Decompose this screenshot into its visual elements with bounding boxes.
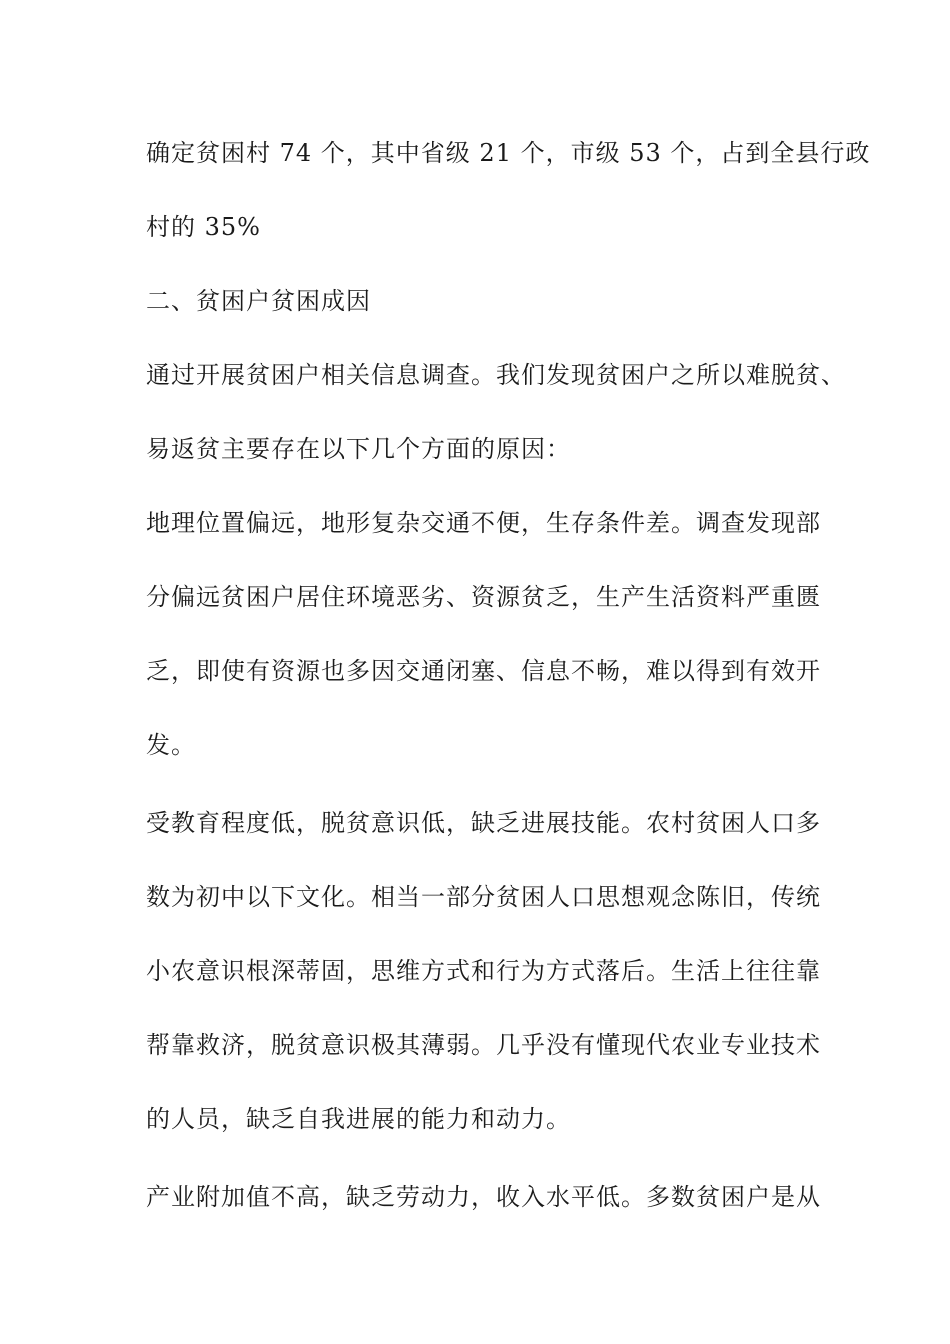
text-line: 帮靠救济，脱贫意识极其薄弱。几乎没有懂现代农业专业技术 — [146, 1031, 821, 1059]
text-line: 受教育程度低，脱贫意识低，缺乏进展技能。农村贫困人口多 — [146, 809, 821, 837]
text-line: 分偏远贫困户居住环境恶劣、资源贫乏，生产生活资料严重匮 — [146, 583, 821, 611]
text-line: 确定贫困村 74 个，其中省级 21 个，市级 53 个，占到全县行政 — [146, 139, 871, 167]
text-line: 乏，即使有资源也多因交通闭塞、信息不畅，难以得到有效开 — [146, 657, 821, 685]
text-line: 通过开展贫困户相关信息调查。我们发现贫困户之所以难脱贫、 — [146, 361, 846, 389]
section-heading: 二、贫困户贫困成因 — [146, 287, 371, 315]
text-line: 的人员，缺乏自我进展的能力和动力。 — [146, 1105, 571, 1133]
text-line: 易返贫主要存在以下几个方面的原因： — [146, 435, 571, 463]
text-line: 村的 35% — [146, 213, 261, 241]
text-line: 数为初中以下文化。相当一部分贫困人口思想观念陈旧，传统 — [146, 883, 821, 911]
text-line: 产业附加值不高，缺乏劳动力，收入水平低。多数贫困户是从 — [146, 1183, 821, 1211]
text-line: 发。 — [146, 731, 196, 759]
text-line: 地理位置偏远，地形复杂交通不便，生存条件差。调查发现部 — [146, 509, 821, 537]
text-line: 小农意识根深蒂固，思维方式和行为方式落后。生活上往往靠 — [146, 957, 821, 985]
